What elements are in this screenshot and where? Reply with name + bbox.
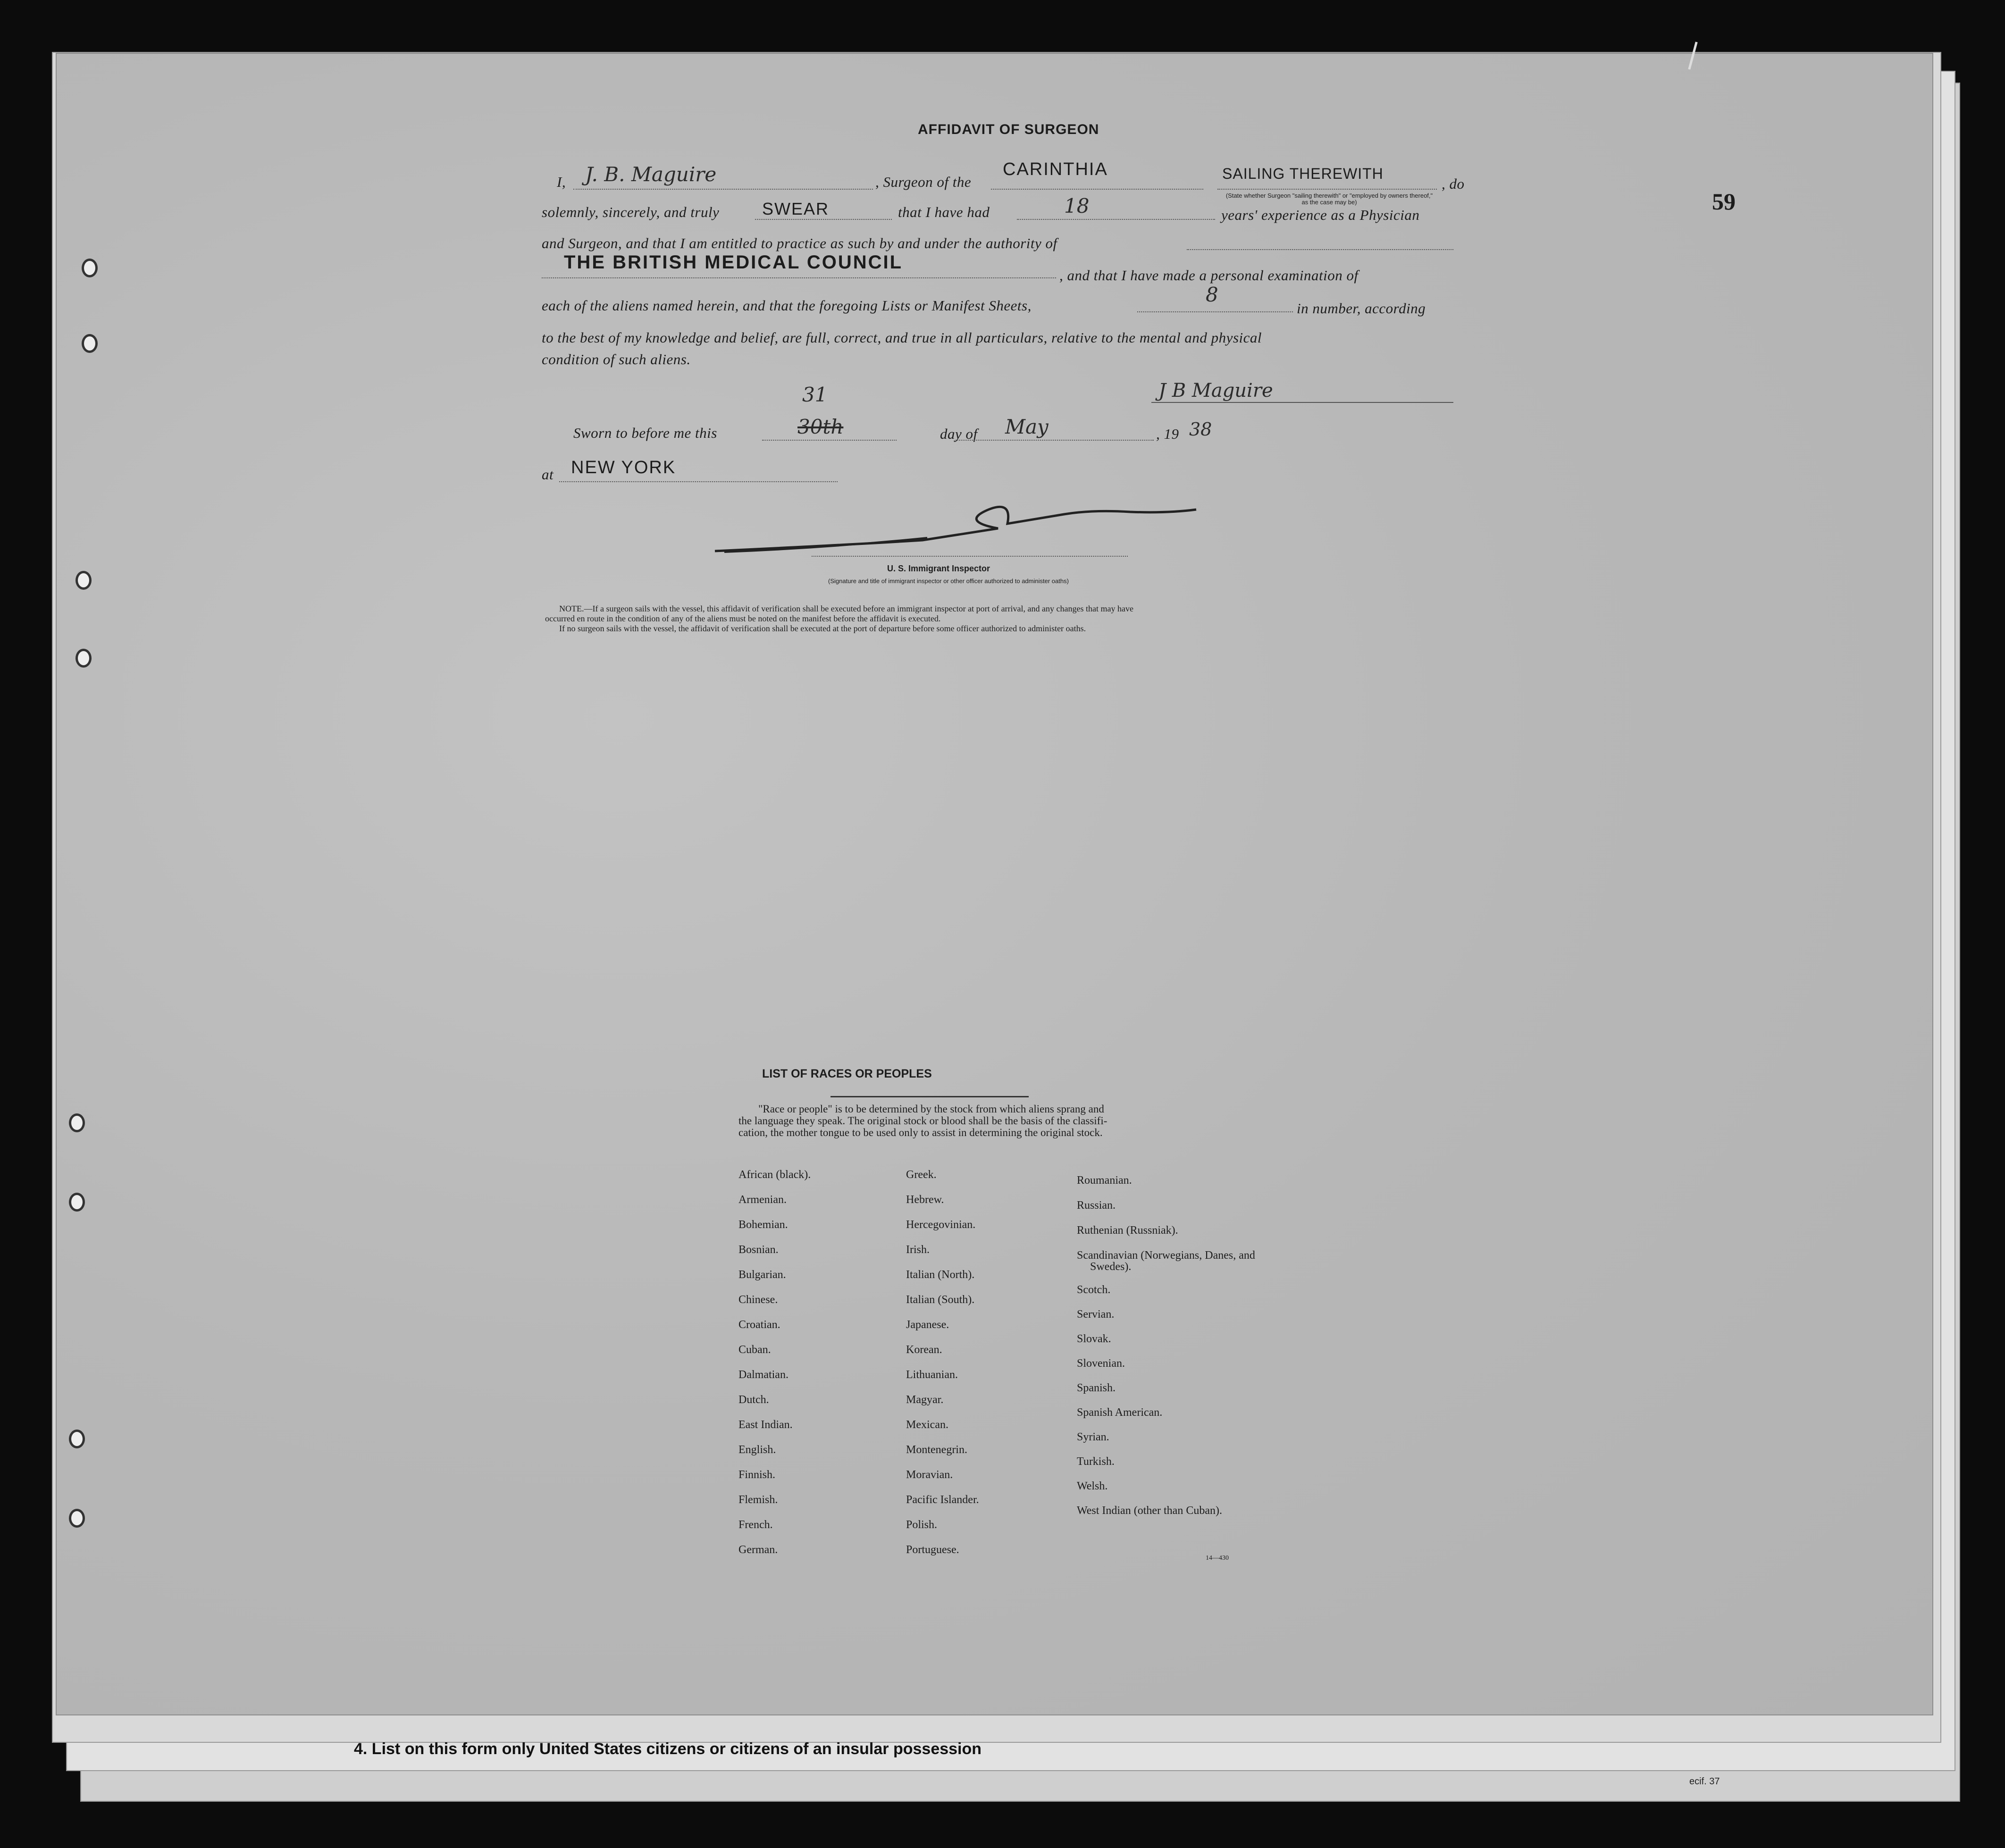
race-item: Moravian. <box>906 1469 953 1481</box>
sworn-middle: day of <box>940 426 978 442</box>
race-item: English. <box>738 1444 776 1456</box>
race-item: Servian. <box>1077 1308 1115 1321</box>
punch-hole-icon <box>76 649 92 668</box>
race-item: Syrian. <box>1077 1431 1109 1443</box>
race-item: Italian (South). <box>906 1294 975 1306</box>
race-item: West Indian (other than Cuban). <box>1077 1505 1222 1517</box>
line6-text: to the best of my knowledge and belief, are full, correct, and true in all particulars, relative to the mental and physical <box>542 329 1262 346</box>
inspector-caption: (Signature and title of immigrant inspector or other officer authorized to administer oaths) <box>828 577 1069 585</box>
line1-prefix: I, <box>557 174 566 190</box>
years-field <box>1017 219 1215 220</box>
oath-verb-field <box>755 219 892 220</box>
punch-hole-icon <box>76 571 92 590</box>
races-intro-line-1: "Race or people" is to be determined by the stock from which aliens sprang and <box>758 1103 1104 1115</box>
race-item: African (black). <box>738 1169 811 1181</box>
years-handwritten: 18 <box>1064 194 1090 217</box>
surgeon-signature: J B Maguire <box>1158 380 1273 401</box>
sworn-day-corrected: 31 <box>802 383 828 406</box>
line5-prefix: each of the aliens named herein, and that the foregoing Lists or Manifest Sheets, <box>542 297 1032 314</box>
race-item: Croatian. <box>738 1319 780 1331</box>
punch-hole-icon <box>69 1113 85 1132</box>
race-item: Chinese. <box>738 1294 778 1306</box>
authority-field <box>542 277 1056 278</box>
sworn-day-struck: 30th <box>797 415 844 438</box>
race-item: Hebrew. <box>906 1194 944 1206</box>
surgeon-name-handwritten: J. B. Maguire <box>585 163 717 186</box>
inspector-title: U. S. Immigrant Inspector <box>887 564 990 573</box>
sworn-prefix: Sworn to before me this <box>573 425 717 441</box>
punch-hole-icon <box>69 1509 85 1528</box>
capacity-note: (State whether Surgeon "sailing therewith" or "employed by owners thereof," as the case may be) <box>1225 192 1433 206</box>
race-item: Hercegovinian. <box>906 1219 976 1231</box>
line3-text: and Surgeon, and that I am entitled to practice as such by and under the authority of <box>542 235 1057 251</box>
race-item: Russian. <box>1077 1199 1116 1212</box>
race-item: Scandinavian (Norwegians, Danes, and Swedes). <box>1077 1249 1255 1273</box>
punch-hole-icon <box>82 259 98 277</box>
sworn-year: 38 <box>1189 419 1212 440</box>
race-item: Spanish American. <box>1077 1406 1163 1419</box>
race-item: Korean. <box>906 1344 942 1356</box>
race-item: Scotch. <box>1077 1284 1111 1296</box>
races-divider <box>831 1096 1029 1097</box>
authority-field-start <box>1187 249 1453 250</box>
inspector-signature-line <box>812 556 1128 557</box>
race-item: Pacific Islander. <box>906 1494 979 1506</box>
races-intro-line-2: the language they speak. The original stock or blood shall be the basis of the classifi- <box>738 1115 1107 1127</box>
race-item: Bosnian. <box>738 1244 779 1256</box>
surgeon-capacity: SAILING THEREWITH <box>1222 165 1384 182</box>
line2-suffix: years' experience as a Physician <box>1221 207 1420 223</box>
race-item: Armenian. <box>738 1194 787 1206</box>
sworn-month: May <box>1005 415 1049 438</box>
punch-hole-icon <box>69 1430 85 1448</box>
race-item: Slovenian. <box>1077 1357 1125 1370</box>
note-line-1: NOTE.—If a surgeon sails with the vessel, this affidavit of verification shall be executed before an immigrant inspector at port of arrival, and any changes that may have <box>559 604 1133 613</box>
authority-name: THE BRITISH MEDICAL COUNCIL <box>564 252 903 273</box>
line2-middle: that I have had <box>898 204 990 220</box>
race-item: Japanese. <box>906 1319 949 1331</box>
line2-prefix: solemnly, sincerely, and truly <box>542 204 720 220</box>
place-prefix: at <box>542 466 554 483</box>
line1-middle: , Surgeon of the <box>875 174 972 190</box>
oath-verb: SWEAR <box>762 199 830 218</box>
race-item: Bohemian. <box>738 1219 788 1231</box>
capacity-field <box>1217 189 1437 190</box>
vessel-name: CARINTHIA <box>1003 159 1108 179</box>
race-item: Slovak. <box>1077 1333 1111 1345</box>
surgeon-name-field <box>573 189 873 190</box>
line1-suffix: , do <box>1442 176 1465 192</box>
race-item: Welsh. <box>1077 1480 1108 1492</box>
surgeon-signature-line <box>1151 402 1453 403</box>
race-item: Lithuanian. <box>906 1369 958 1381</box>
race-item: Ruthenian (Russniak). <box>1077 1224 1178 1237</box>
race-item: Roumanian. <box>1077 1174 1132 1187</box>
races-intro <box>738 1103 1248 1138</box>
race-item: German. <box>738 1544 778 1556</box>
punch-hole-icon <box>82 334 98 353</box>
race-item: Portuguese. <box>906 1544 959 1556</box>
race-item: Mexican. <box>906 1419 948 1431</box>
punch-hole-icon <box>69 1193 85 1212</box>
race-item: Polish. <box>906 1519 938 1531</box>
race-item: Dutch. <box>738 1394 769 1406</box>
race-item: Cuban. <box>738 1344 771 1356</box>
races-intro-line-3: cation, the mother tongue to be used only to assist in determining the original stock. <box>738 1127 1103 1138</box>
race-item: Greek. <box>906 1169 937 1181</box>
race-item: French. <box>738 1519 773 1531</box>
inspector-signature <box>831 495 1049 523</box>
sworn-day-field <box>762 440 897 441</box>
race-item: Spanish. <box>1077 1382 1116 1394</box>
place-value: NEW YORK <box>571 458 676 477</box>
sworn-year-prefix: , 19 <box>1156 426 1179 442</box>
page-number: 59 <box>1712 188 1736 215</box>
line7-text: condition of such aliens. <box>542 351 691 368</box>
line5-suffix: in number, according <box>1297 300 1426 317</box>
affidavit-title: AFFIDAVIT OF SURGEON <box>918 122 1099 137</box>
race-item: Turkish. <box>1077 1455 1115 1468</box>
race-item: Finnish. <box>738 1469 776 1481</box>
underlying-sheet-instruction: 4. List on this form only United States citizens or citizens of an insular possession <box>354 1740 982 1758</box>
races-title: LIST OF RACES OR PEOPLES <box>762 1067 932 1080</box>
note-line-3: If no surgeon sails with the vessel, the affidavit of verification shall be executed at the port of departure before some officer authorized to administer oaths. <box>559 624 1086 633</box>
place-field <box>559 481 838 482</box>
sworn-month-field <box>956 440 1154 441</box>
race-item: Magyar. <box>906 1394 944 1406</box>
note-line-2: occurred en route in the condition of any of the aliens must be noted on the manifest before the affidavit is executed. <box>545 614 941 623</box>
vessel-field <box>991 189 1203 190</box>
race-item: Italian (North). <box>906 1269 975 1281</box>
race-item: Dalmatian. <box>738 1369 789 1381</box>
race-item: Flemish. <box>738 1494 778 1506</box>
underlying-sheet-form-ref: ecif. 37 <box>1689 1776 1720 1787</box>
form-number: 14—430 <box>1206 1555 1229 1562</box>
race-item: Irish. <box>906 1244 930 1256</box>
race-item: Bulgarian. <box>738 1269 786 1281</box>
race-item: Montenegrin. <box>906 1444 967 1456</box>
line4-suffix: , and that I have made a personal examination of <box>1059 267 1359 284</box>
sheet-count-handwritten: 8 <box>1206 283 1218 306</box>
race-item: East Indian. <box>738 1419 793 1431</box>
sheet-count-field <box>1137 311 1293 312</box>
